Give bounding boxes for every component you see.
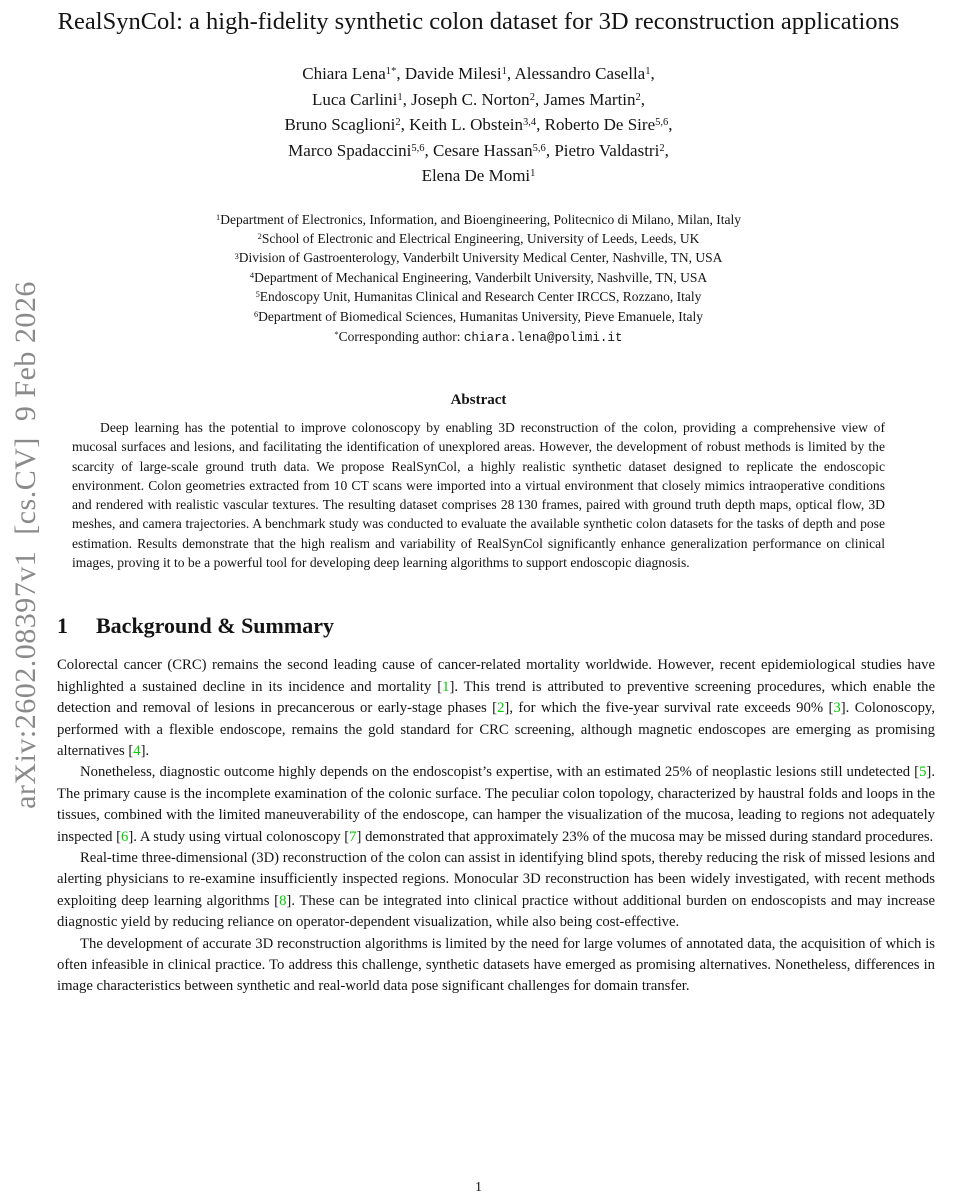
superscript: 5,6: [655, 117, 669, 129]
citation-link[interactable]: 6: [121, 828, 129, 845]
body-paragraph: Real-time three-dimensional (3D) reconstruction of the colon can assist in identifying blind spots, thereby reducing the risk of missed lesions and alerting physicians to re-examine insufficiently inspected regions. Monocular 3D reconstruction has been widely investigated, with recent methods exploiting deep learning algorithms [8]. These can be integrated into clinical practice without additional burden on endoscopists and may increase diagnostic yield by reducing reliance on operator-dependent visualization, while also being cost-effective.: [57, 849, 935, 931]
superscript: 4: [249, 270, 255, 280]
superscript: 5,6: [532, 142, 546, 154]
author-line: Luca Carlini$^1$, Joseph C. Norton$^2$, James Martin$^2$,: [311, 89, 646, 109]
citation-link[interactable]: 2: [497, 700, 505, 717]
superscript: 2: [635, 91, 641, 103]
superscript: 5,6: [411, 142, 425, 154]
author-block: [0, 61, 957, 189]
affiliation-line: $^2$School of Electronic and Electrical Engineering, University of Leeds, Leeds, UK: [257, 230, 700, 246]
affiliation-block: [0, 210, 957, 326]
section-heading: [57, 613, 935, 639]
superscript: 2: [395, 117, 401, 129]
superscript: 1: [530, 168, 536, 180]
section-number: 1: [57, 613, 68, 639]
author-line: Chiara Lena$^{1*}$, Davide Milesi$^1$, Alessandro Casella$^1$,: [302, 64, 655, 83]
superscript: 1: [216, 212, 221, 222]
citation-link[interactable]: 1: [442, 678, 450, 695]
superscript: 2: [257, 232, 262, 242]
superscript: 1: [501, 66, 507, 78]
author-line: Marco Spadaccini$^{5,6}$, Cesare Hassan$^{5,6}$, Pietro Valdastri$^2$,: [288, 140, 669, 160]
superscript: 2: [529, 91, 535, 103]
superscript: 6: [253, 309, 259, 319]
affiliation-line: $^1$Department of Electronics, Information, and Bioengineering, Politecnico di Milano, Milan, Italy: [216, 211, 741, 227]
superscript: 5: [255, 290, 260, 300]
superscript: 2: [659, 142, 665, 154]
citation-link[interactable]: 8: [279, 892, 287, 909]
citation-link[interactable]: 5: [919, 764, 927, 781]
superscript: 1: [645, 66, 651, 78]
superscript: 1*: [385, 66, 397, 78]
affiliation-line: $^3$Division of Gastroenterology, Vanderbilt University Medical Center, Nashville, TN, USA: [234, 250, 723, 266]
superscript: 3,4: [522, 117, 537, 129]
superscript: 1: [397, 91, 403, 103]
superscript: *: [334, 330, 339, 340]
section-title: Background & Summary: [96, 613, 334, 639]
affiliation-line: $^4$Department of Mechanical Engineering, Vanderbilt University, Nashville, TN, USA: [249, 269, 708, 285]
corresponding-email-link[interactable]: chiara.lena@polimi.it: [463, 330, 623, 345]
superscript: 3: [234, 251, 239, 261]
body-paragraph: Colorectal cancer (CRC) remains the second leading cause of cancer-related mortality worldwide. However, recent epidemiological studies have highlighted a sustained decline in its incidence and mortality [1]. This trend is attributed to preventive screening procedures, which enable the detection and removal of lesions in precancerous or early-stage phases [2], for which the five-year survival rate exceeds 90% [3]. Colonoscopy, performed with a flexible endoscope, remains the gold standard for CRC screening, although magnetic endoscopes are emerging as promising alternatives [4].: [57, 657, 935, 759]
affiliation-line: $^6$Department of Biomedical Sciences, Humanitas University, Pieve Emanuele, Italy: [253, 308, 704, 324]
author-line: Elena De Momi$^1$: [421, 166, 536, 185]
body-paragraph: Nonetheless, diagnostic outcome highly depends on the endoscopist’s expertise, with an estimated 25% of neoplastic lesions still undetected [5]. The primary cause is the incomplete examination of the colonic surface. The peculiar colon topology, characterized by haustral folds and loops in the tissues, combined with the limited maneuverability of the endoscope, can hamper the visualization of the mucosa, leading to regions not adequately inspected [6]. A study using virtual colonoscopy [7] demonstrated that approximately 23% of the mucosa may be missed during standard procedures.: [57, 764, 935, 845]
corresponding-author-line: *Corresponding author: chiara.lena@polimi.it: [334, 328, 623, 345]
abstract-heading: Abstract: [450, 391, 507, 408]
abstract-text: Deep learning has the potential to improve colonoscopy by enabling 3D reconstruction of the colon, providing a comprehensive view of mucosal surfaces and lesions, and facilitating the identification of unexplored areas. However, the development of robust methods is limited by the scarcity of large-scale ground truth data. We propose RealSynCol, a highly realistic synthetic dataset designed to replicate the endoscopic environment. Colon geometries extracted from 10 CT scans were imported into a virtual environment that closely mimics intraoperative conditions and rendered with realistic vascular textures. The resulting dataset comprises 28 130 frames, paired with ground truth depth maps, optical flow, 3D meshes, and camera trajectories. A benchmark study was conducted to evaluate the available synthetic colon datasets for the tasks of depth and pose estimation. Results demonstrate that the high realism and variability of RealSynCol significantly enhance generalization performance on clinical images, proving it to be a powerful tool for developing deep learning algorithms to support endoscopic diagnosis.: [72, 419, 885, 571]
paper-title: RealSynCol: a high-fidelity synthetic colon dataset for 3D reconstruction applications: [57, 8, 900, 35]
author-line: Bruno Scaglioni$^2$, Keith L. Obstein$^{3,4}$, Roberto De Sire$^{5,6}$,: [284, 115, 673, 134]
citation-link[interactable]: 3: [833, 700, 841, 717]
affiliation-line: $^5$Endoscopy Unit, Humanitas Clinical and Research Center IRCCS, Rozzano, Italy: [255, 289, 702, 305]
arxiv-watermark: arXiv:2602.08397v1 [cs.CV] 9 Feb 2026: [9, 281, 42, 809]
abstract-block: [72, 418, 885, 572]
citation-link[interactable]: 7: [349, 828, 357, 845]
section-content: [57, 613, 935, 998]
body-paragraph: The development of accurate 3D reconstruction algorithms is limited by the need for large volumes of annotated data, the acquisition of which is often infeasible in clinical practice. To address this challenge, synthetic datasets have emerged as promising alternatives. Nonetheless, differences in image characteristics between synthetic and real-world data pose significant challenges for domain transfer.: [57, 935, 935, 995]
citation-link[interactable]: 4: [133, 742, 141, 759]
page-number: 1: [475, 1180, 482, 1195]
